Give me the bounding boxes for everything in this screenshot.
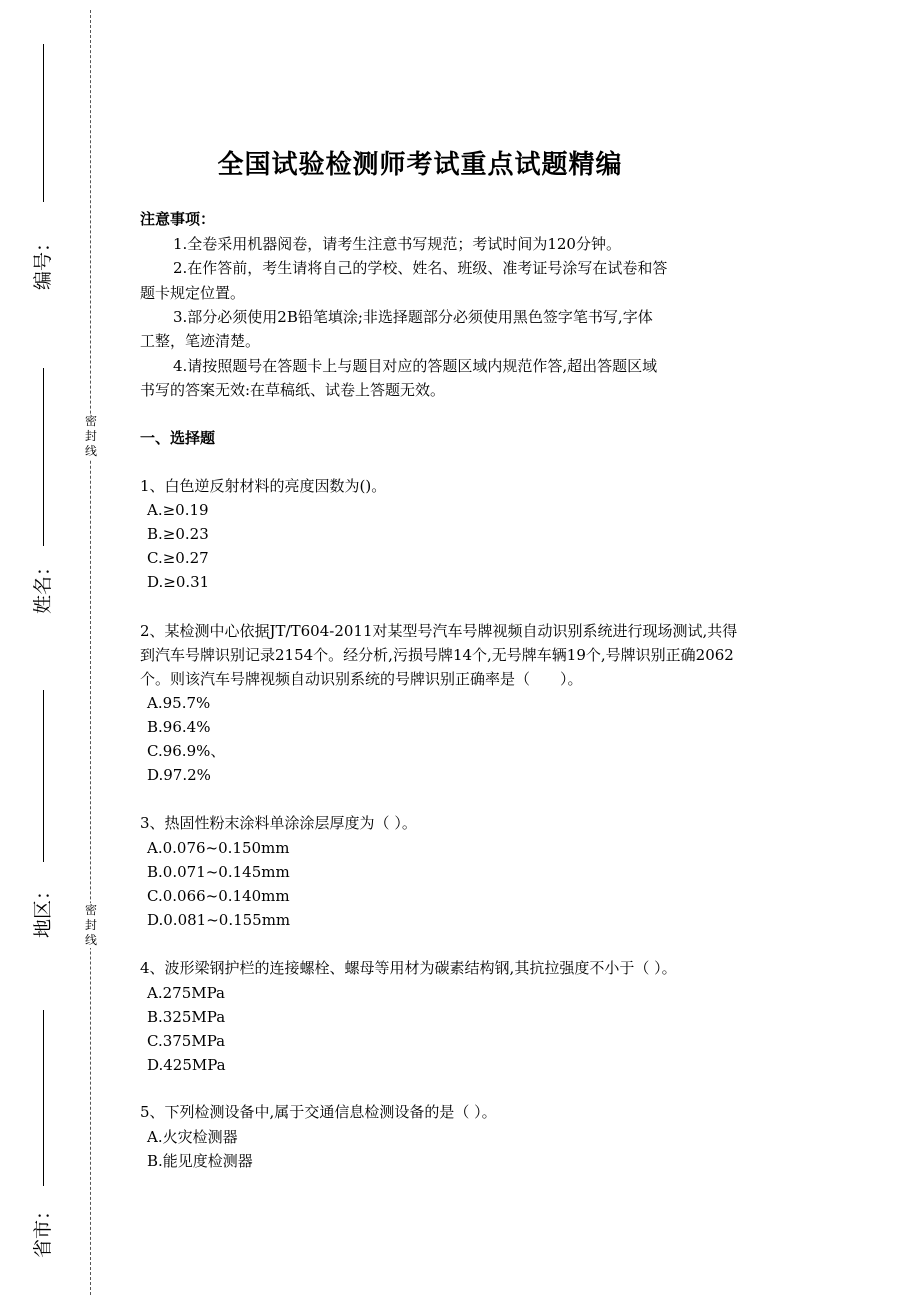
option-b[interactable]: B.0.071~0.145mm	[147, 863, 290, 881]
province-field-line[interactable]	[43, 1010, 44, 1186]
option-b[interactable]: B.能见度检测器	[147, 1152, 253, 1170]
option-b[interactable]: B.≥0.23	[147, 525, 209, 543]
question-text: 1、白色逆反射材料的亮度因数为()。	[140, 477, 387, 495]
note-item-cont: 工整，笔迹清楚。	[140, 332, 261, 350]
note-item-cont: 题卡规定位置。	[140, 284, 246, 302]
note-item: 4.请按照题号在答题卡上与题目对应的答题区域内规范作答,超出答题区域	[173, 357, 658, 375]
option-c[interactable]: C.96.9%、	[147, 742, 226, 760]
question-text: 5、下列检测设备中,属于交通信息检测设备的是（ ）。	[140, 1103, 497, 1121]
region-field-label: 地区：	[32, 880, 54, 938]
option-d[interactable]: D.≥0.31	[147, 573, 210, 591]
option-d[interactable]: D.0.081~0.155mm	[147, 911, 291, 929]
option-a[interactable]: A.0.076~0.150mm	[147, 839, 290, 857]
option-b[interactable]: B.325MPa	[147, 1008, 226, 1026]
name-field-label: 姓名：	[32, 556, 54, 614]
question-text: 4、波形梁钢护栏的连接螺栓、螺母等用材为碳素结构钢,其抗拉强度不小于（ ）。	[140, 959, 677, 977]
option-d[interactable]: D.97.2%	[147, 766, 211, 784]
question-text: 2、某检测中心依据JT/T604-2011对某型号汽车号牌视频自动识别系统进行现场测试,共得	[140, 622, 738, 640]
option-a[interactable]: A.火灾检测器	[147, 1128, 238, 1146]
option-a[interactable]: A.95.7%	[147, 694, 211, 712]
region-field-line[interactable]	[43, 690, 44, 862]
question-text: 个。则该汽车号牌视频自动识别系统的号牌识别正确率是（ ）。	[140, 670, 583, 688]
option-d[interactable]: D.425MPa	[147, 1056, 226, 1074]
note-item: 1.全卷采用机器阅卷，请考生注意书写规范；考试时间为120分钟。	[173, 235, 621, 253]
number-field-label: 编号：	[32, 232, 54, 290]
seal-dashed-line	[90, 10, 91, 1295]
option-c[interactable]: C.0.066~0.140mm	[147, 887, 290, 905]
option-c[interactable]: C.≥0.27	[147, 549, 209, 567]
option-c[interactable]: C.375MPa	[147, 1032, 226, 1050]
note-item: 2.在作答前，考生请将自己的学校、姓名、班级、准考证号涂写在试卷和答	[173, 259, 668, 277]
option-b[interactable]: B.96.4%	[147, 718, 211, 736]
section-heading: 一、选择题	[140, 429, 216, 447]
note-item: 3.部分必须使用2B铅笔填涂;非选择题部分必须使用黑色签字笔书写,字体	[173, 308, 653, 326]
notes-heading: 注意事项：	[140, 210, 216, 228]
option-a[interactable]: A.275MPa	[147, 984, 225, 1002]
option-a[interactable]: A.≥0.19	[147, 501, 209, 519]
question-text: 3、热固性粉末涂料单涂涂层厚度为（ ）。	[140, 814, 417, 832]
seal-label: 密封线	[84, 414, 97, 458]
seal-label: 密封线	[84, 903, 97, 947]
page-title: 全国试验检测师考试重点试题精编	[217, 150, 623, 180]
name-field-line[interactable]	[43, 368, 44, 546]
question-text: 到汽车号牌识别记录2154个。经分析,污损号牌14个,无号牌车辆19个,号牌识别正确2062	[140, 646, 734, 664]
note-item-cont: 书写的答案无效:在草稿纸、试卷上答题无效。	[140, 381, 446, 399]
province-field-label: 省市：	[32, 1200, 54, 1258]
